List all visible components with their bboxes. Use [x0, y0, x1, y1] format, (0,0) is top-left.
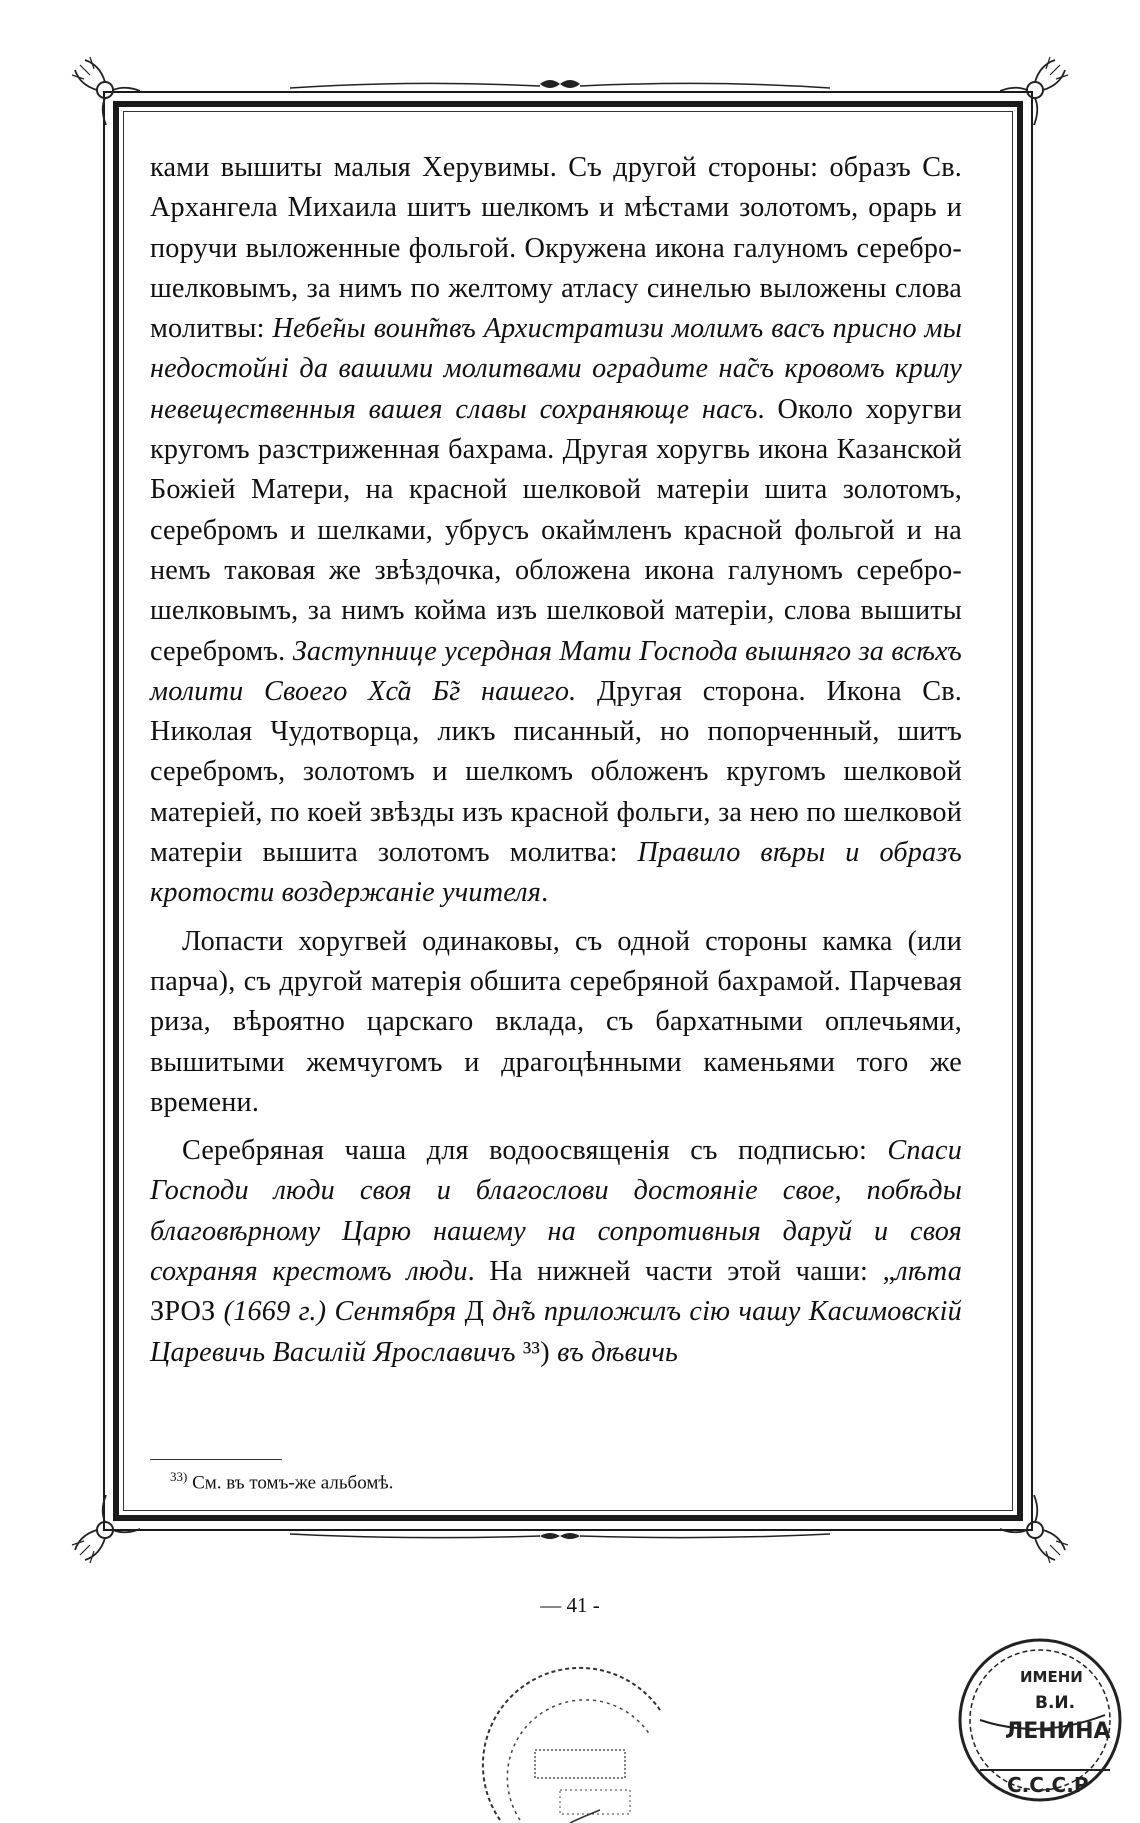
italic-inscription-text: (1669 г.) Сентября — [215, 1296, 465, 1328]
footnote-marker: 33) — [170, 1469, 188, 1484]
text-segment: ками вышиты малыя Херувимы. Съ другой стороны: образъ Св. Архангела Михаила шитъ шелкомъ и мѣстами золотомъ, орарь и поручи выложенные фольгой. Окружена икона галуномъ серебро-шелковымъ, за нимъ по желтому атласу синелью выложены слова молитвы: — [150, 152, 962, 345]
library-stamp-right-icon — [945, 1620, 1125, 1810]
text-segment: ) — [540, 1336, 558, 1368]
footnote-rule — [150, 1459, 282, 1460]
italic-inscription-text: въ дѣвичь — [557, 1336, 679, 1368]
corner-ornament-top-left — [70, 55, 140, 125]
stamp-text-line-4: С.С.С.Р — [1007, 1773, 1089, 1797]
text-segment: Серебряная чаша для водоосвященiя съ подписью: — [182, 1135, 888, 1167]
text-segment: . На нижней части этой чаши: „ — [467, 1256, 896, 1288]
italic-inscription-text: Спаси Господи люди своя и благослови достоянiе свое, побѣды благовѣрному Царю нашему на сопротивныя даруй и своя сохраняя крестомъ люди — [150, 1135, 962, 1288]
italic-prayer-text: Правило вѣры и образъ кротости воздержанiе учителя — [150, 837, 962, 909]
body-text — [150, 148, 962, 1373]
footnote — [170, 1465, 870, 1495]
paragraph-3 — [150, 1131, 962, 1373]
italic-inscription-text: лѣта — [895, 1256, 962, 1288]
italic-prayer-text: Небе̃ны воин̃твъ Архистратизи молимъ васъ присно мы недостойнi да вашими молитвами оградите на̃съ кровомъ крилу невещественныя вашея славы сохраняюще насъ — [150, 313, 962, 425]
bottom-ornament — [290, 1526, 830, 1550]
text-segment: . Около хоругви кругомъ разстриженная бахрама. Другая хоругвь икона Казанской Божiей Матери, на красной шелковой матерiи шита золотомъ, серебромъ и шелками, убрусъ окаймленъ красной фольгой и на немъ таковая же звѣздочка, обложена икона галуномъ серебро-шелковымъ, за нимъ койма изъ шелковой матерiи, слова вышиты серебромъ. — [150, 393, 962, 667]
corner-ornament-top-right — [1000, 55, 1070, 125]
italic-inscription-text: дн̃ъ приложилъ сiю чашу Касимовскiй Царевичь Василiй Ярославичъ — [150, 1296, 962, 1368]
slavonic-numeral: ЗРОЗ — [150, 1296, 216, 1328]
footnote-text: См. въ томъ-же альбомѣ. — [192, 1472, 394, 1494]
corner-ornament-bottom-left — [70, 1495, 140, 1565]
footnote-reference[interactable]: ³³ — [522, 1336, 541, 1368]
stamp-text-line-2: В.И. — [1035, 1693, 1076, 1713]
slavonic-numeral: Д — [464, 1296, 484, 1328]
page-number: — 41 - — [540, 1593, 600, 1617]
stamp-text-line-1: ИМЕНИ — [1020, 1668, 1083, 1686]
stamp-text-line-3: ЛЕНИНА — [1005, 1719, 1111, 1744]
text-segment: Другая сторона. Икона Св. Николая Чудотворца, ликъ писанный, но попорченный, шитъ серебромъ, золотомъ и шелкомъ обложенъ кругомъ шелковой матерiей, по коей звѣзды изъ красной фольги, за нею по шелковой матерiи вышита золотомъ молитва: — [150, 675, 962, 869]
corner-ornament-bottom-right — [1000, 1495, 1070, 1565]
paragraph-1 — [150, 148, 962, 914]
top-ornament — [290, 70, 830, 94]
paragraph-2 — [150, 922, 962, 1123]
library-stamp-left-icon — [480, 1640, 680, 1823]
italic-prayer-text: Заступнице усердная Мати Господа вышняго за всѣхъ молити Своего Хс̃а Б̃г нашего. — [150, 635, 962, 707]
text-segment: Лопасти хоругвей одинаковы, съ одной стороны камка (или парча), съ другой матерiя обшита серебряной бахрамой. Парчевая риза, вѣроятно царскаго вклада, съ бархатными оплечьями, вышитыми жемчугомъ и драгоцѣнными каменьями того же времени. — [150, 925, 962, 1118]
text-segment: . — [541, 877, 549, 909]
